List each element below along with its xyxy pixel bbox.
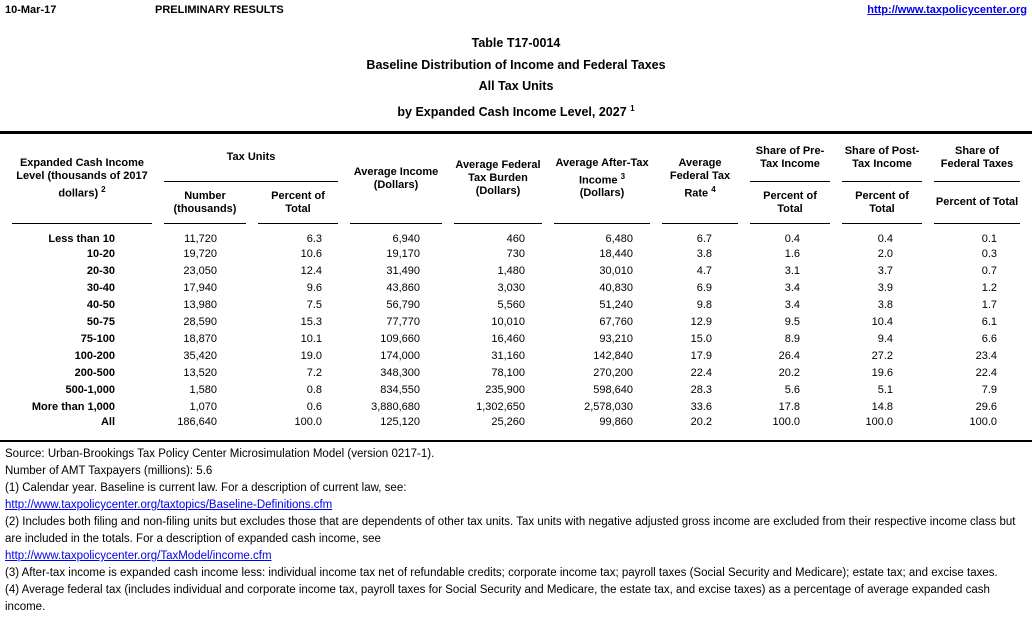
- cell-share-pre: 20.2: [778, 366, 801, 379]
- table-row: [12, 330, 1020, 347]
- cell-number: 186,640: [177, 415, 217, 428]
- date-label: 10-Mar-17: [5, 4, 57, 16]
- note-amt-taxpayers: Number of AMT Taxpayers (millions): 5.6: [5, 465, 213, 478]
- cell-share-pre: 1.6: [784, 247, 801, 260]
- cell-share-taxes: 0.1: [981, 233, 998, 246]
- col-subheader-percent-of-total: Percent of Total: [258, 182, 338, 224]
- cell-avg-after-tax: 99,860: [599, 415, 634, 428]
- cell-avg-burden: 25,260: [491, 415, 526, 428]
- cell-avg-after-tax: 40,830: [599, 281, 634, 294]
- distribution-table: [0, 134, 1032, 432]
- table-row: [12, 313, 1020, 330]
- cell-avg-burden: 460: [506, 233, 526, 246]
- cell-share-pre: 3.4: [784, 298, 801, 311]
- table-row: [12, 262, 1020, 279]
- cell-avg-after-tax: 30,010: [599, 264, 634, 277]
- cell-avg-income: 125,120: [380, 415, 421, 428]
- cell-income-level: 100-200: [74, 349, 115, 362]
- cell-avg-income: 6,940: [392, 233, 421, 246]
- cell-percent-total: 15.3: [300, 315, 323, 328]
- cell-share-pre: 17.8: [778, 400, 801, 413]
- cell-percent-total: 0.6: [306, 400, 323, 413]
- cell-avg-burden: 3,030: [497, 281, 526, 294]
- cell-share-pre: 100.0: [772, 415, 801, 428]
- cell-income-level: 75-100: [80, 332, 115, 345]
- col-subheader-number-thousands: Number (thousands): [164, 182, 246, 224]
- cell-income-level: 50-75: [86, 315, 115, 328]
- cell-income-level: 30-40: [86, 281, 115, 294]
- cell-avg-income: 834,550: [380, 383, 421, 396]
- cell-share-post: 3.8: [877, 298, 894, 311]
- cell-percent-total: 19.0: [300, 349, 323, 362]
- cell-avg-burden: 78,100: [491, 366, 526, 379]
- baseline-definitions-link[interactable]: http://www.taxpolicycenter.org/taxtopics/Baseline-Definitions.cfm: [5, 499, 333, 512]
- cell-percent-total: 10.6: [300, 247, 323, 260]
- cell-share-post: 10.4: [871, 315, 894, 328]
- cell-share-taxes: 6.6: [981, 332, 998, 345]
- cell-share-taxes: 22.4: [975, 366, 998, 379]
- cell-share-taxes: 23.4: [975, 349, 998, 362]
- table-header: [12, 134, 1020, 224]
- cell-share-pre: 26.4: [778, 349, 801, 362]
- cell-share-post: 5.1: [877, 383, 894, 396]
- footnote-marker-2: 2: [101, 184, 106, 194]
- cell-share-pre: 0.4: [784, 233, 801, 246]
- preliminary-results-label: PRELIMINARY RESULTS: [155, 4, 284, 16]
- cell-share-taxes: 7.9: [981, 383, 998, 396]
- note-3: (3) After-tax income is expanded cash income less: individual income tax net of refundable credits; corporate income tax; payroll taxes (Social Security and Medicare); estate tax; and excise taxes.: [5, 567, 998, 580]
- site-link[interactable]: http://www.taxpolicycenter.org: [867, 4, 1027, 16]
- col-header-average-income: Average Income (Dollars): [350, 134, 442, 224]
- note-2: (2) Includes both filing and non-filing units but excludes those that are dependents of other tax units. Tax units with negative adjusted gross income are excluded from their respective income class but are included in the totals. For a description of expanded cash income, see: [5, 516, 1016, 546]
- cell-number: 1,580: [189, 383, 217, 396]
- table-row: [12, 279, 1020, 296]
- col-subheader-percent-post-tax: Percent of Total: [842, 182, 922, 224]
- cell-avg-rate: 20.2: [690, 415, 713, 428]
- cell-share-post: 27.2: [871, 349, 894, 362]
- cell-income-level: 40-50: [86, 298, 115, 311]
- table-row: [12, 296, 1020, 313]
- cell-avg-rate: 9.8: [696, 298, 713, 311]
- col-subheader-percent-pre-tax: Percent of Total: [750, 182, 830, 224]
- cell-avg-rate: 15.0: [690, 332, 713, 345]
- cell-percent-total: 7.2: [306, 366, 323, 379]
- cell-avg-burden: 730: [506, 247, 526, 260]
- cell-share-pre: 8.9: [784, 332, 801, 345]
- col-header-tax-units-group: Tax Units: [164, 134, 338, 182]
- cell-avg-after-tax: 270,200: [593, 366, 634, 379]
- cell-number: 13,980: [183, 298, 217, 311]
- table-title-block: [0, 33, 1032, 123]
- cell-share-taxes: 29.6: [975, 400, 998, 413]
- footnote-marker-4: 4: [711, 184, 716, 194]
- col-header-income-level: Expanded Cash Income Level (thousands of 2017 dollars) $^2$: [12, 134, 152, 224]
- cell-percent-total: 0.8: [306, 383, 323, 396]
- cell-income-level: 500-1,000: [65, 383, 115, 396]
- cell-avg-after-tax: 2,578,030: [584, 400, 634, 413]
- cell-avg-income: 77,770: [386, 315, 421, 328]
- table-row: [12, 364, 1020, 381]
- cell-share-post: 3.7: [877, 264, 894, 277]
- table-row: [12, 224, 1020, 245]
- cell-share-post: 3.9: [877, 281, 894, 294]
- cell-share-post: 14.8: [871, 400, 894, 413]
- cell-avg-rate: 17.9: [690, 349, 713, 362]
- note-2-link-line: [5, 548, 1024, 565]
- cell-income-level: 10-20: [86, 247, 115, 260]
- cell-avg-burden: 10,010: [491, 315, 526, 328]
- note-1-link-line: [5, 497, 1024, 514]
- cell-avg-after-tax: 93,210: [599, 332, 634, 345]
- note-source: Source: Urban-Brookings Tax Policy Center Microsimulation Model (version 0217-1).: [5, 448, 435, 461]
- cell-percent-total: 12.4: [300, 264, 323, 277]
- table-row: [12, 381, 1020, 398]
- cell-share-taxes: 0.7: [981, 264, 998, 277]
- col-header-avg-after-tax-income: Average After-Tax Income $^3$ (Dollars): [554, 134, 650, 224]
- cell-avg-rate: 4.7: [696, 264, 713, 277]
- cell-number: 35,420: [183, 349, 217, 362]
- cell-share-taxes: 100.0: [969, 415, 998, 428]
- note-1: (1) Calendar year. Baseline is current law. For a description of current law, see:: [5, 482, 407, 495]
- income-definition-link[interactable]: http://www.taxpolicycenter.org/TaxModel/income.cfm: [5, 550, 272, 563]
- table-row: [12, 347, 1020, 364]
- cell-avg-burden: 1,302,650: [476, 400, 526, 413]
- cell-avg-rate: 22.4: [690, 366, 713, 379]
- cell-share-taxes: 1.7: [981, 298, 998, 311]
- col-header-share-pre-tax-income: Share of Pre-Tax Income: [750, 134, 830, 182]
- cell-share-pre: 3.1: [784, 264, 801, 277]
- cell-share-post: 9.4: [877, 332, 894, 345]
- cell-percent-total: 10.1: [300, 332, 323, 345]
- cell-percent-total: 6.3: [306, 233, 323, 246]
- cell-percent-total: 7.5: [306, 298, 323, 311]
- document-header: [0, 0, 1032, 16]
- cell-percent-total: 9.6: [306, 281, 323, 294]
- col-header-share-post-tax-income: Share of Post-Tax Income: [842, 134, 922, 182]
- cell-number: 13,520: [183, 366, 217, 379]
- cell-avg-income: 19,170: [386, 247, 421, 260]
- cell-avg-rate: 33.6: [690, 400, 713, 413]
- cell-share-post: 19.6: [871, 366, 894, 379]
- cell-share-post: 2.0: [877, 247, 894, 260]
- cell-avg-income: 109,660: [380, 332, 421, 345]
- cell-avg-rate: 3.8: [696, 247, 713, 260]
- cell-avg-income: 348,300: [380, 366, 421, 379]
- cell-avg-rate: 6.7: [696, 233, 713, 246]
- cell-avg-income: 31,490: [386, 264, 421, 277]
- note-4: (4) Average federal tax (includes individual and corporate income tax, payroll taxes for Social Security and Medicare, the estate tax, and excise taxes) as a percentage of average expanded cash income.: [5, 584, 990, 614]
- cell-avg-after-tax: 6,480: [605, 233, 634, 246]
- cell-number: 28,590: [183, 315, 217, 328]
- cell-avg-after-tax: 142,840: [593, 349, 634, 362]
- table-subtitle-units: All Tax Units: [478, 79, 554, 93]
- cell-avg-rate: 6.9: [696, 281, 713, 294]
- cell-number: 19,720: [183, 247, 217, 260]
- cell-avg-burden: 16,460: [491, 332, 526, 345]
- table-row: [12, 245, 1020, 262]
- footnotes: [0, 442, 1032, 616]
- cell-number: 11,720: [184, 233, 217, 246]
- cell-avg-burden: 5,560: [497, 298, 526, 311]
- cell-avg-after-tax: 67,760: [599, 315, 634, 328]
- cell-avg-income: 56,790: [386, 298, 421, 311]
- cell-share-taxes: 6.1: [981, 315, 998, 328]
- cell-share-post: 0.4: [877, 233, 894, 246]
- cell-number: 23,050: [183, 264, 217, 277]
- col-subheader-percent-fed-taxes: Percent of Total: [934, 182, 1020, 224]
- cell-avg-rate: 28.3: [690, 383, 713, 396]
- title-footnote-marker: 1: [630, 103, 635, 113]
- cell-percent-total: 100.0: [294, 415, 323, 428]
- col-header-avg-federal-tax-burden: Average Federal Tax Burden (Dollars): [454, 134, 542, 224]
- cell-number: 18,870: [183, 332, 217, 345]
- col-header-share-federal-taxes: Share of Federal Taxes: [934, 134, 1020, 182]
- cell-avg-burden: 235,900: [485, 383, 526, 396]
- cell-share-pre: 9.5: [784, 315, 801, 328]
- cell-share-taxes: 0.3: [981, 247, 998, 260]
- footnote-marker-3: 3: [620, 171, 626, 181]
- table-subtitle-distribution: Baseline Distribution of Income and Federal Taxes: [366, 57, 666, 72]
- cell-avg-income: 3,880,680: [371, 400, 421, 413]
- cell-avg-rate: 12.9: [690, 315, 713, 328]
- table-row-total: [12, 415, 1020, 432]
- table-body: [12, 224, 1020, 432]
- cell-avg-after-tax: 51,240: [599, 298, 634, 311]
- cell-share-taxes: 1.2: [981, 281, 998, 294]
- cell-avg-income: 43,860: [386, 281, 421, 294]
- table-number-title: Table T17-0014: [471, 36, 561, 50]
- cell-income-level: 20-30: [86, 264, 115, 277]
- cell-share-pre: 5.6: [784, 383, 801, 396]
- cell-income-level: Less than 10: [48, 233, 115, 246]
- cell-avg-after-tax: 18,440: [599, 247, 634, 260]
- cell-income-level: 200-500: [74, 366, 115, 379]
- cell-avg-after-tax: 598,640: [593, 383, 634, 396]
- cell-share-post: 100.0: [865, 415, 894, 428]
- cell-avg-burden: 31,160: [491, 349, 526, 362]
- cell-avg-income: 174,000: [380, 349, 421, 362]
- table-row: [12, 398, 1020, 415]
- cell-income-level: All: [100, 415, 115, 428]
- table-subtitle-income-level: by Expanded Cash Income Level, 2027 $^1$: [397, 103, 635, 119]
- col-header-avg-federal-tax-rate: Average Federal Tax Rate $^4$: [662, 134, 738, 224]
- cell-income-level: More than 1,000: [31, 400, 115, 413]
- cell-number: 17,940: [183, 281, 217, 294]
- cell-number: 1,070: [189, 400, 217, 413]
- cell-share-pre: 3.4: [784, 281, 801, 294]
- cell-avg-burden: 1,480: [497, 264, 526, 277]
